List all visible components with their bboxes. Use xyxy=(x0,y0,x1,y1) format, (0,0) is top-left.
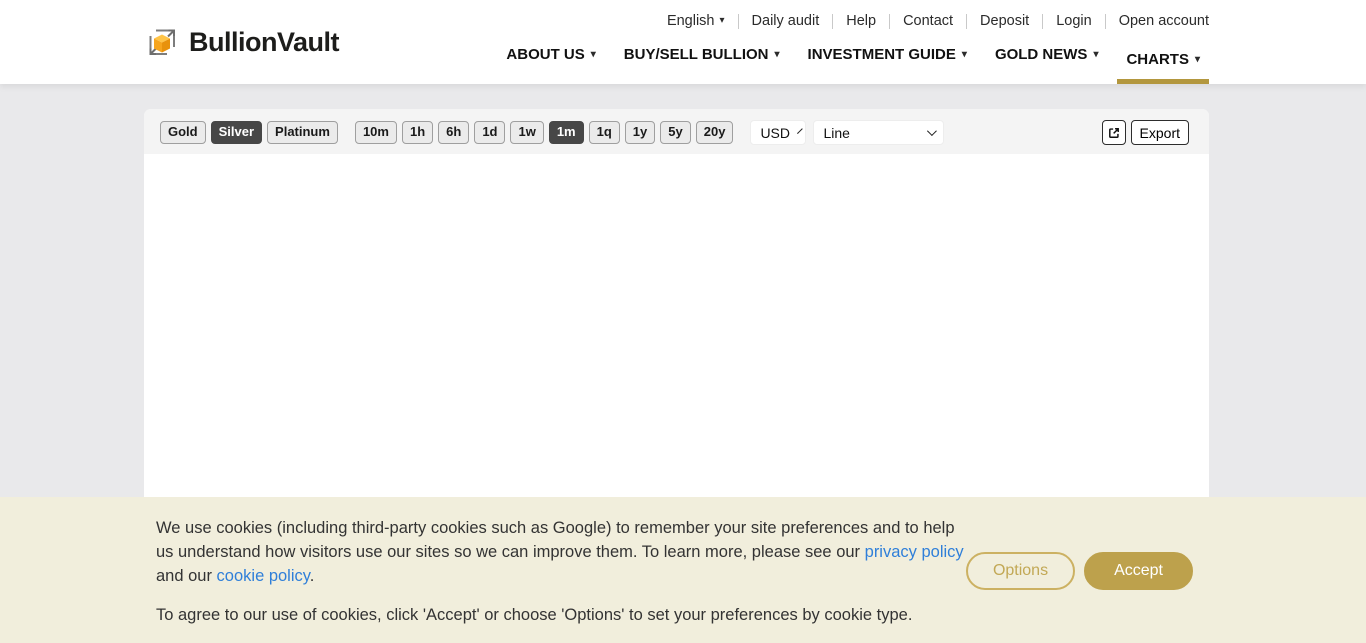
utility-link-deposit[interactable]: Deposit xyxy=(980,13,1030,29)
language-label: English xyxy=(666,13,715,29)
nav-item-gold-news[interactable] xyxy=(986,46,1108,84)
metal-button-gold[interactable]: Gold xyxy=(160,121,206,144)
metal-button-group xyxy=(160,121,343,144)
period-button-1m[interactable]: 1m xyxy=(549,121,584,144)
period-button-1d[interactable]: 1d xyxy=(474,121,505,144)
cookie-options-button[interactable]: Options xyxy=(966,552,1075,590)
utility-link-contact[interactable]: Contact xyxy=(903,13,954,29)
chart-toolbar xyxy=(144,109,1209,154)
utility-link-login[interactable]: Login xyxy=(1056,13,1092,29)
logo-text: BullionVault xyxy=(189,26,340,57)
chevron-down-icon xyxy=(797,128,803,134)
divider xyxy=(1042,14,1043,29)
bullionvault-cube-icon xyxy=(144,26,180,59)
divider xyxy=(889,14,890,29)
chevron-down-icon: ▾ xyxy=(774,48,780,60)
site-header xyxy=(0,0,1366,84)
chevron-down-icon: ▾ xyxy=(1194,53,1200,65)
currency-select-value: USD xyxy=(760,124,790,141)
nav-item-about-us[interactable] xyxy=(497,46,604,84)
cookie-paragraph-2: To agree to our use of cookies, click 'Accept' or choose 'Options' to set your preferences by cookie type. xyxy=(156,606,913,625)
nav-label: INVESTMENT GUIDE xyxy=(807,46,956,63)
divider xyxy=(738,14,739,29)
external-link-icon xyxy=(1107,126,1121,140)
main-nav xyxy=(487,29,1209,84)
nav-label: ABOUT US xyxy=(506,46,585,63)
export-button[interactable]: Export xyxy=(1131,120,1189,145)
nav-item-buy-sell-bullion[interactable] xyxy=(615,46,789,84)
toolbar-right xyxy=(1102,120,1189,145)
header-right xyxy=(487,0,1209,84)
period-button-5y[interactable]: 5y xyxy=(660,121,690,144)
period-button-1q[interactable]: 1q xyxy=(589,121,620,144)
cookie-actions xyxy=(966,552,1193,590)
period-button-1h[interactable]: 1h xyxy=(402,121,433,144)
chart-type-select-value: Line xyxy=(823,124,850,141)
nav-item-investment-guide[interactable] xyxy=(799,46,976,84)
cookie-text-part: and our xyxy=(156,567,217,586)
logo[interactable] xyxy=(144,26,339,59)
metal-button-platinum[interactable]: Platinum xyxy=(267,121,338,144)
cookie-message xyxy=(156,497,968,627)
privacy-policy-link[interactable]: privacy policy xyxy=(864,543,964,562)
period-button-1w[interactable]: 1w xyxy=(510,121,543,144)
period-button-group xyxy=(355,121,739,144)
cookie-policy-link[interactable]: cookie policy xyxy=(216,567,310,586)
chevron-down-icon: ▾ xyxy=(719,15,725,26)
utility-link-help[interactable]: Help xyxy=(846,13,877,29)
period-button-10m[interactable]: 10m xyxy=(355,121,397,144)
utility-link-daily-audit[interactable]: Daily audit xyxy=(751,13,820,29)
divider xyxy=(966,14,967,29)
cookie-text-part: . xyxy=(309,567,315,586)
utility-nav xyxy=(667,13,1209,29)
chevron-down-icon: ▾ xyxy=(961,48,967,60)
nav-label: CHARTS xyxy=(1126,51,1189,68)
period-button-20y[interactable]: 20y xyxy=(696,121,734,144)
chevron-down-icon: ▾ xyxy=(1093,48,1099,60)
divider xyxy=(832,14,833,29)
chevron-down-icon: ▾ xyxy=(590,48,596,60)
cookie-paragraph-1 xyxy=(156,516,968,588)
metal-button-silver[interactable]: Silver xyxy=(211,121,262,144)
cookie-accept-button[interactable]: Accept xyxy=(1084,552,1193,590)
cookie-banner xyxy=(0,497,1366,643)
header-inner xyxy=(144,0,1209,84)
nav-label: BUY/SELL BULLION xyxy=(623,46,769,63)
nav-label: GOLD NEWS xyxy=(994,46,1088,63)
utility-link-language[interactable] xyxy=(667,13,725,29)
period-button-1y[interactable]: 1y xyxy=(625,121,655,144)
period-button-6h[interactable]: 6h xyxy=(438,121,469,144)
open-chart-new-window-button[interactable] xyxy=(1102,120,1126,145)
chart-type-select[interactable] xyxy=(813,120,944,145)
nav-item-charts[interactable] xyxy=(1117,51,1209,84)
divider xyxy=(1105,14,1106,29)
cookie-text-part: We use cookies (including third-party cookies such as Google) to remember your site preferences and to help us understand how visitors use our sites so we can improve them. To learn more, please see our xyxy=(156,519,955,562)
currency-select[interactable] xyxy=(750,120,806,145)
utility-link-open-account[interactable]: Open account xyxy=(1118,13,1209,29)
chevron-down-icon xyxy=(927,126,937,136)
